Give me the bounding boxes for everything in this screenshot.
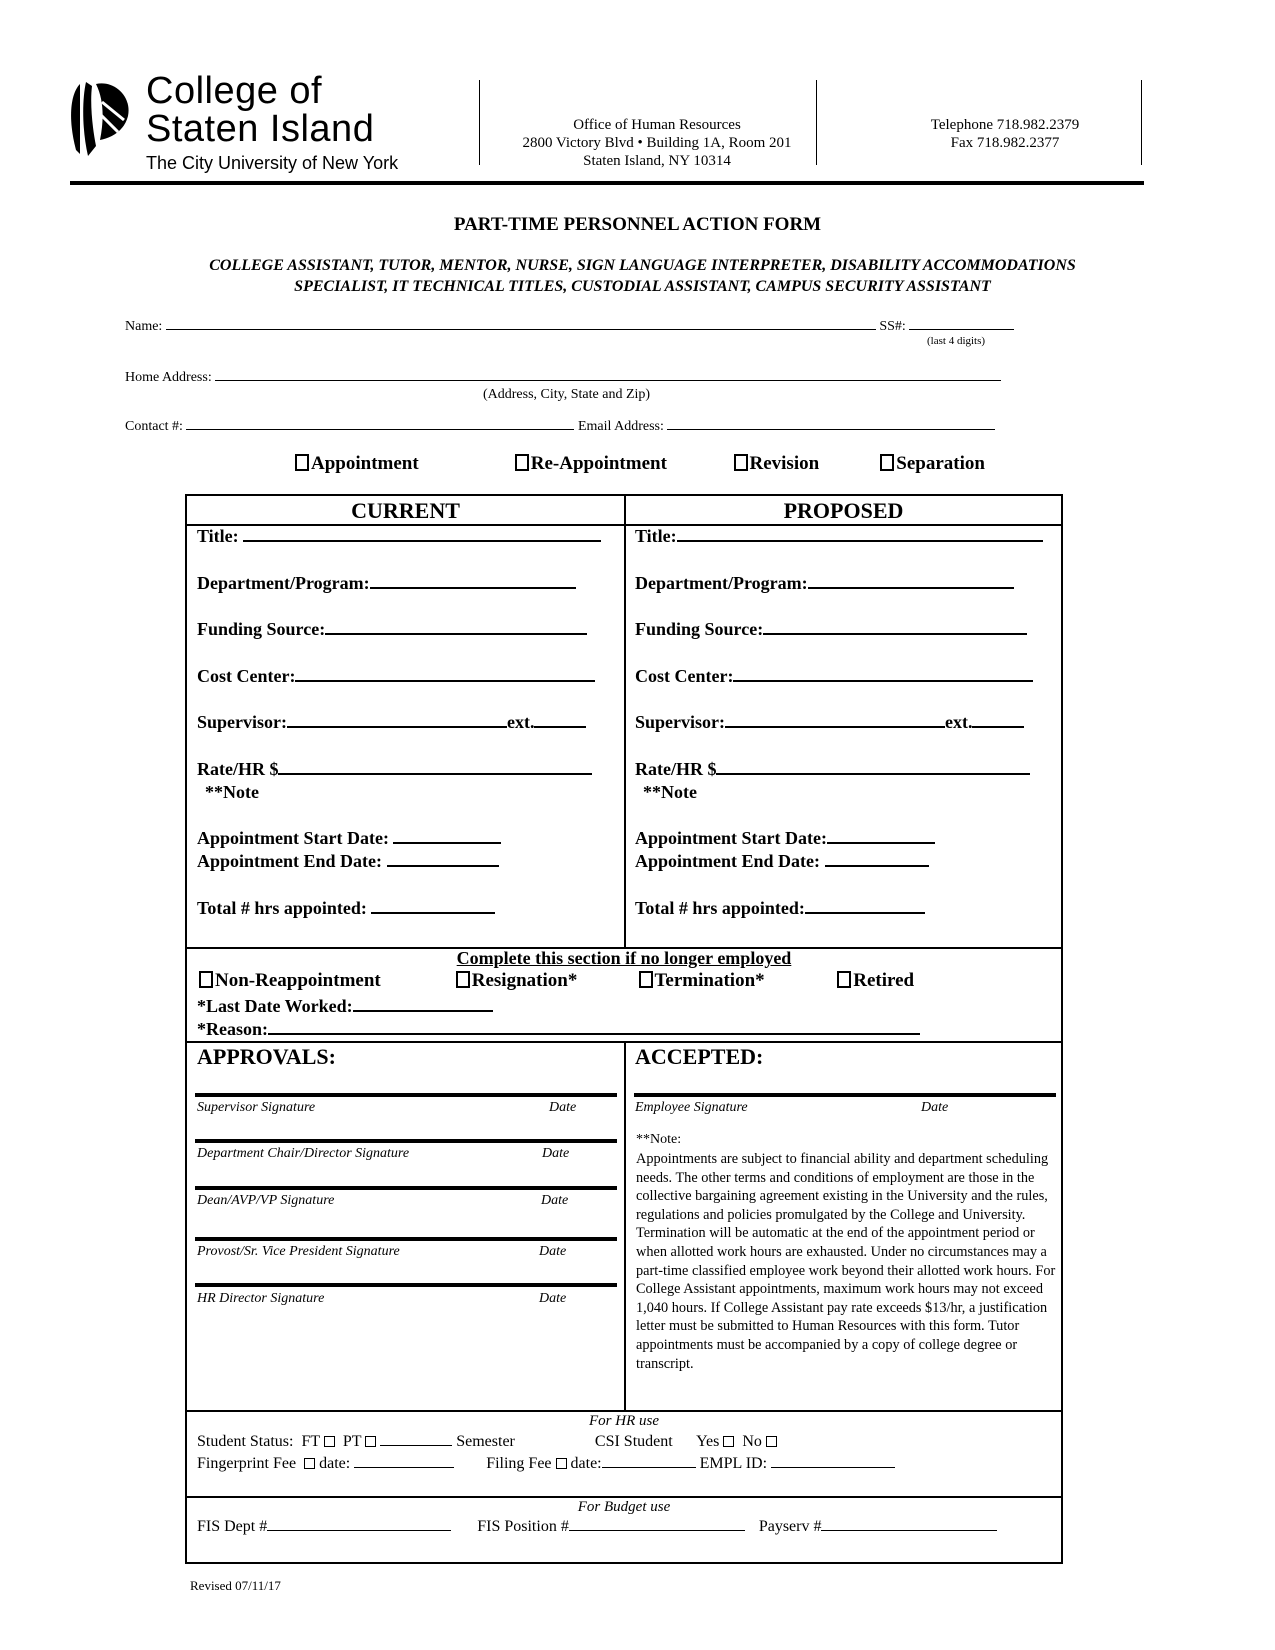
telephone: Telephone 718.982.2379	[930, 117, 1080, 133]
dean-signature-label: Dean/AVP/VP Signature	[197, 1193, 335, 1208]
college-logo	[66, 70, 466, 178]
address-label: Home Address:	[125, 370, 212, 385]
current-department-field[interactable]	[370, 573, 576, 589]
proposed-cost-center-field[interactable]	[733, 666, 1033, 682]
checkbox-icon[interactable]	[515, 454, 529, 471]
current-heading: CURRENT	[351, 498, 460, 523]
ss-hint: (last 4 digits)	[927, 335, 986, 347]
supervisor-signature-line[interactable]	[195, 1093, 617, 1097]
checkbox-icon[interactable]	[295, 454, 309, 471]
last-date-worked-field[interactable]	[353, 996, 493, 1012]
office-city: Staten Island, NY 10314	[583, 153, 731, 169]
fis-position-field[interactable]	[569, 1518, 745, 1531]
filing-date-field[interactable]	[602, 1455, 696, 1468]
current-title-row: Title:	[197, 526, 601, 547]
approvals-title: APPROVALS:	[197, 1044, 336, 1069]
budget-use-divider	[187, 1496, 1061, 1498]
provost-signature-line[interactable]	[195, 1237, 617, 1241]
current-funding-field[interactable]	[325, 619, 587, 635]
checkbox-icon[interactable]	[880, 454, 894, 471]
proposed-department-row: Department/Program:	[635, 573, 1014, 594]
current-rate-row: Rate/HR $	[197, 759, 592, 780]
proposed-hours-row: Total # hrs appointed:	[635, 898, 925, 919]
student-status-row: Student Status: FT PT Semester CSI Student Yes No	[197, 1433, 777, 1451]
fis-row: FIS Dept # FIS Position # Payserv #	[197, 1518, 997, 1536]
name-field[interactable]	[166, 317, 876, 330]
supervisor-signature-label: Supervisor Signature	[197, 1100, 316, 1115]
reason-field[interactable]	[268, 1019, 920, 1035]
proposed-title-field[interactable]	[677, 526, 1043, 542]
proposed-funding-row: Funding Source:	[635, 619, 1027, 640]
header-divider	[816, 80, 817, 165]
current-start-date-field[interactable]	[393, 828, 501, 844]
action-type-group	[295, 453, 985, 475]
current-end-date-field[interactable]	[387, 851, 499, 867]
proposed-note-ref: **Note	[643, 782, 697, 802]
proposed-supervisor-row: Supervisor: ext.	[635, 712, 1024, 733]
action-appointment[interactable]: Appointment	[295, 453, 510, 475]
ss-label: SS#:	[879, 319, 906, 334]
name-row	[125, 317, 1014, 335]
proposed-start-date-field[interactable]	[827, 828, 935, 844]
current-start-row: Appointment Start Date:	[197, 828, 501, 849]
current-title-field[interactable]	[243, 526, 601, 542]
proposed-rate-field[interactable]	[716, 759, 1030, 775]
csi-leaf-logo-icon	[66, 80, 136, 158]
checkbox-icon[interactable]	[837, 971, 851, 988]
contact-label: Contact #:	[125, 419, 183, 434]
proposed-rate-row: Rate/HR $	[635, 759, 1030, 780]
separation-termination[interactable]: Termination*	[639, 970, 833, 992]
separation-retired[interactable]: Retired	[837, 970, 914, 992]
hr-director-date-label: Date	[539, 1291, 567, 1306]
email-label: Email Address:	[577, 419, 664, 434]
action-re-appointment[interactable]: Re-Appointment	[515, 453, 729, 475]
proposed-start-row: Appointment Start Date:	[635, 828, 935, 849]
fis-dept-field[interactable]	[267, 1518, 451, 1531]
header-divider	[479, 80, 480, 165]
form-subtitle	[150, 255, 1135, 297]
separation-non-reappointment[interactable]: Non-Reappointment	[199, 970, 451, 992]
ft-checkbox[interactable]	[324, 1436, 335, 1447]
proposed-end-row: Appointment End Date:	[635, 851, 929, 872]
action-separation[interactable]: Separation	[880, 453, 985, 475]
employee-date-label: Date	[921, 1100, 949, 1115]
dean-date-label: Date	[541, 1193, 569, 1208]
employee-signature-label: Employee Signature	[635, 1100, 748, 1115]
filing-fee-checkbox[interactable]	[556, 1458, 567, 1469]
ss-field[interactable]	[909, 317, 1014, 330]
proposed-heading: PROPOSED	[783, 498, 904, 523]
checkbox-icon[interactable]	[639, 971, 653, 988]
home-address-field[interactable]	[215, 368, 1001, 381]
header-divider	[1141, 80, 1142, 165]
logo-line-3: The City University of New York	[146, 153, 399, 173]
header-rule	[70, 181, 1144, 185]
current-supervisor-row: Supervisor: ext.	[197, 712, 586, 733]
current-supervisor-field[interactable]	[287, 712, 507, 728]
office-contact	[860, 116, 1150, 152]
accepted-title: ACCEPTED:	[635, 1044, 764, 1069]
checkbox-icon[interactable]	[456, 971, 470, 988]
supervisor-date-label: Date	[549, 1100, 577, 1115]
payserv-field[interactable]	[821, 1518, 997, 1531]
proposed-ext-field[interactable]	[972, 712, 1024, 728]
checkbox-icon[interactable]	[734, 454, 748, 471]
logo-line-2: Staten Island	[146, 108, 375, 150]
pt-checkbox[interactable]	[365, 1436, 376, 1447]
separation-title: Complete this section if no longer employed	[456, 948, 792, 968]
hr-use-divider	[187, 1410, 1061, 1412]
csi-student-yes-checkbox[interactable]	[723, 1436, 734, 1447]
current-ext-field[interactable]	[534, 712, 586, 728]
current-hours-field[interactable]	[371, 898, 495, 914]
column-divider	[624, 496, 626, 947]
employment-note: Appointments are subject to financial ability and department scheduling needs. The other terms and conditions of employment are those in the collective bargaining agreement existing in the University and the rules, regulations and policies promulgated by the College and University. Termination will be automatic at the end of the appointment period or when allotted work hours are exhausted. Under no circumstances may a part-time classified employee work beyond their allotted work hours. For College Assistant appointments, maximum work hours may not exceed 1,040 hours. If College Assistant pay rate exceeds $13/hr, a justification letter must be submitted to Human Resources with this form. Tutor appointments must be accompanied by a copy of college degree or transcript.	[636, 1151, 1056, 1372]
hr-use-title: For HR use	[589, 1413, 659, 1429]
current-department-row: Department/Program:	[197, 573, 576, 594]
dept-chair-signature-line[interactable]	[195, 1139, 617, 1143]
current-end-row: Appointment End Date:	[197, 851, 499, 872]
email-field[interactable]	[667, 417, 995, 430]
fingerprint-date-field[interactable]	[354, 1455, 454, 1468]
proposed-end-date-field[interactable]	[825, 851, 929, 867]
proposed-title-row: Title:	[635, 526, 1043, 547]
hr-director-signature-line[interactable]	[195, 1283, 617, 1287]
reason-row: *Reason:	[197, 1019, 920, 1040]
address-row	[125, 368, 1001, 386]
provost-signature-label: Provost/Sr. Vice President Signature	[197, 1244, 400, 1259]
logo-line-1: College of	[146, 70, 323, 112]
note-heading: **Note:	[636, 1132, 682, 1147]
dean-signature-line[interactable]	[195, 1186, 617, 1190]
subtitle-line-2: SPECIALIST, IT TECHNICAL TITLES, CUSTODIAL ASSISTANT, CAMPUS SECURITY ASSISTANT	[294, 278, 991, 295]
hr-director-signature-label: HR Director Signature	[197, 1291, 325, 1306]
office-name: Office of Human Resources	[573, 117, 741, 133]
office-street: 2800 Victory Blvd • Building 1A, Room 201	[522, 135, 792, 151]
current-cost-center-row: Cost Center:	[197, 666, 595, 687]
name-label: Name:	[125, 319, 163, 334]
checkbox-icon[interactable]	[199, 971, 213, 988]
semester-field[interactable]	[380, 1433, 452, 1446]
budget-use-title: For Budget use	[577, 1499, 671, 1515]
current-hours-row: Total # hrs appointed:	[197, 898, 495, 919]
current-rate-field[interactable]	[278, 759, 592, 775]
contact-field[interactable]	[186, 417, 574, 430]
office-address	[492, 116, 822, 170]
dept-chair-signature-label: Department Chair/Director Signature	[197, 1146, 410, 1161]
approvals-column-divider	[624, 1041, 626, 1411]
proposed-funding-field[interactable]	[763, 619, 1027, 635]
action-revision[interactable]: Revision	[734, 453, 876, 475]
subtitle-line-1: COLLEGE ASSISTANT, TUTOR, MENTOR, NURSE, SIGN LANGUAGE INTERPRETER, DISABILITY ACCOMMODATIONS	[209, 257, 1076, 274]
current-note-ref: **Note	[205, 782, 259, 802]
last-date-worked-row: *Last Date Worked:	[197, 996, 493, 1017]
personnel-action-table	[185, 494, 1063, 1564]
separation-options	[199, 970, 914, 992]
dept-chair-date-label: Date	[542, 1146, 570, 1161]
proposed-hours-field[interactable]	[805, 898, 925, 914]
csi-student-no-checkbox[interactable]	[766, 1436, 777, 1447]
separation-resignation[interactable]: Resignation*	[456, 970, 634, 992]
proposed-cost-center-row: Cost Center:	[635, 666, 1033, 687]
empl-id-field[interactable]	[771, 1455, 895, 1468]
proposed-department-field[interactable]	[808, 573, 1014, 589]
provost-date-label: Date	[539, 1244, 567, 1259]
current-funding-row: Funding Source:	[197, 619, 587, 640]
address-hint: (Address, City, State and Zip)	[483, 387, 651, 402]
revision-date: Revised 07/11/17	[190, 1578, 281, 1593]
employee-signature-line[interactable]	[634, 1093, 1056, 1097]
fees-row: Fingerprint Fee date: Filing Fee date: EMPL ID:	[197, 1455, 895, 1473]
fax: Fax 718.982.2377	[950, 135, 1060, 151]
fingerprint-fee-checkbox[interactable]	[304, 1458, 315, 1469]
form-title: PART-TIME PERSONNEL ACTION FORM	[453, 214, 822, 235]
contact-row	[125, 417, 995, 435]
current-cost-center-field[interactable]	[295, 666, 595, 682]
proposed-supervisor-field[interactable]	[725, 712, 945, 728]
